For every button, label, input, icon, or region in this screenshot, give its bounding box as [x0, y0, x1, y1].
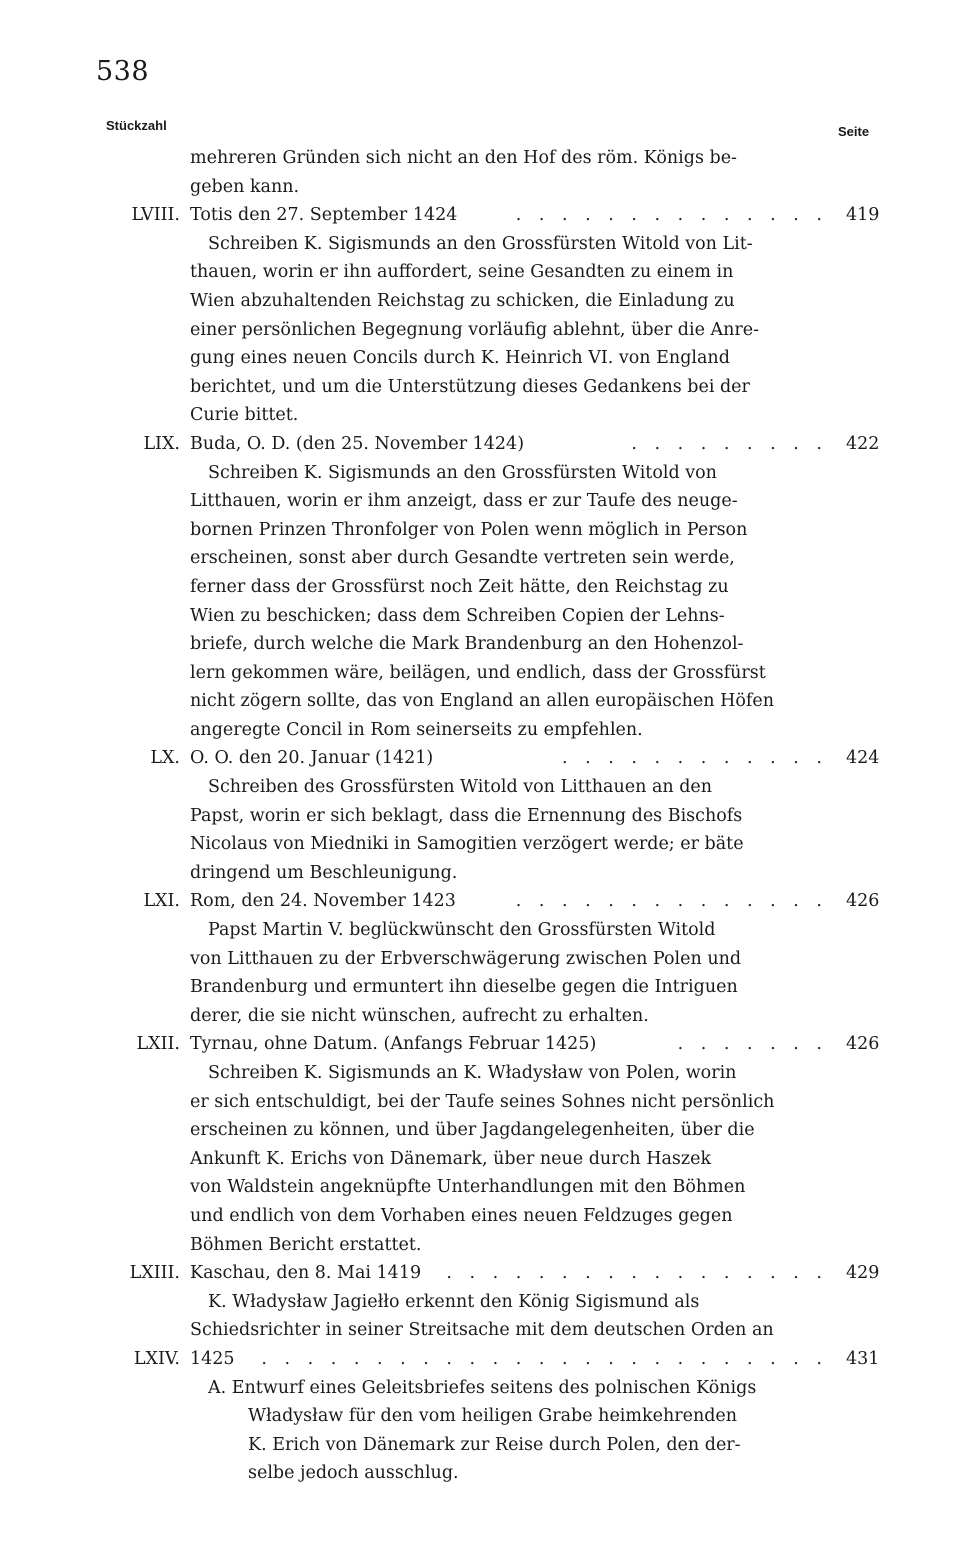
line-text: Papst Martin V. beglückwünscht den Grossfürsten Witold	[208, 920, 716, 941]
text-line	[0, 1288, 960, 1317]
entry-heading	[0, 1259, 960, 1288]
line-text: Schreiben K. Sigismunds an K. Władysław von Polen, worin	[208, 1063, 737, 1083]
text-line	[0, 716, 960, 745]
dot-leader: . . . . . . . . . . . . . . . . . . . . . . . . .	[261, 1348, 828, 1369]
entry-heading	[0, 744, 960, 773]
column-head-page: Seite	[838, 124, 870, 139]
line-text: Ankunft K. Erichs von Dänemark, über neue durch Haszek	[190, 1148, 712, 1169]
entry-page-number: 431	[846, 1348, 880, 1369]
text-line	[0, 316, 960, 345]
dot-leader: . . . . . . . . . . . . . .	[515, 891, 828, 912]
text-line	[0, 1145, 960, 1174]
line-text: Schiedsrichter in seiner Streitsache mit dem deutschen Orden an	[190, 1320, 774, 1341]
entry-page-number: 429	[846, 1263, 880, 1284]
entry-page-number: 426	[846, 1034, 880, 1055]
entry-heading	[0, 430, 960, 459]
line-text: Brandenburg und ermuntert ihn dieselbe gegen die Intriguen	[190, 977, 738, 998]
entry-title: Tyrnau, ohne Datum. (Anfangs Februar 1425)	[190, 1034, 597, 1055]
entry-page-number: 426	[846, 891, 880, 912]
line-text: nicht zögern sollte, das von England an allen europäischen Höfen	[190, 691, 775, 712]
text-line	[0, 602, 960, 631]
line-text: gung eines neuen Concils durch K. Heinrich VI. von England	[190, 348, 730, 369]
entry-number: LXIV.	[133, 1348, 180, 1369]
text-line	[0, 373, 960, 402]
line-text: dringend um Beschleunigung.	[190, 862, 458, 883]
line-text: K. Władysław Jagiełło erkennt den König Sigismund als	[208, 1291, 700, 1312]
text-line	[0, 459, 960, 488]
text-line	[0, 258, 960, 287]
text-line	[0, 1088, 960, 1117]
text-line	[0, 630, 960, 659]
text-line	[0, 1316, 960, 1345]
entry-title: Kaschau, den 8. Mai 1419	[190, 1263, 422, 1284]
text-line	[0, 1059, 960, 1088]
text-line	[0, 1402, 960, 1431]
text-line	[0, 344, 960, 373]
entry-page-number: 424	[846, 748, 880, 769]
entry-title: Buda, O. D. (den 25. November 1424)	[190, 433, 525, 454]
line-text: K. Erich von Dänemark zur Reise durch Polen, den der-	[248, 1434, 741, 1455]
dot-leader: . . . . . . . . . . . . . . . . .	[446, 1263, 828, 1284]
entry-number: LXII.	[136, 1034, 180, 1055]
entry-page-number: 422	[846, 433, 880, 454]
entry-title: O. O. den 20. Januar (1421)	[190, 748, 434, 769]
line-text: Litthauen, worin er ihm anzeigt, dass er zur Taufe des neuge-	[190, 491, 738, 512]
entry-number: LIX.	[143, 433, 180, 454]
line-text: Wien abzuhaltenden Reichstag zu schicken, die Einladung zu	[190, 290, 735, 311]
entry-number: LXI.	[143, 891, 180, 912]
text-line	[0, 287, 960, 316]
line-text: Schreiben K. Sigismunds an den Grossfürsten Witold von	[208, 462, 717, 483]
line-text: er sich entschuldigt, bei der Taufe seines Sohnes nicht persönlich	[190, 1091, 775, 1112]
line-text: A. Entwurf eines Geleitsbriefes seitens des polnischen Königs	[208, 1377, 757, 1398]
entry-heading	[0, 887, 960, 916]
line-text: geben kann.	[190, 176, 300, 197]
dot-leader: . . . . . . .	[677, 1034, 828, 1055]
line-text: und endlich von dem Vorhaben eines neuen Feldzuges gegen	[190, 1205, 733, 1226]
dot-leader: . . . . . . . . . . . . . .	[515, 205, 828, 226]
text-line	[0, 973, 960, 1002]
text-line	[0, 573, 960, 602]
line-text: Wien zu beschicken; dass dem Schreiben Copien der Lehns-	[190, 605, 725, 626]
text-line	[0, 773, 960, 802]
entry-page-number: 419	[846, 205, 880, 226]
entry-title: Rom, den 24. November 1423	[190, 891, 456, 912]
text-line	[0, 687, 960, 716]
line-text: erscheinen, sonst aber durch Gesandte vertreten sein werde,	[190, 548, 735, 569]
text-line	[0, 1374, 960, 1403]
table-of-contents	[0, 144, 960, 1488]
text-line	[0, 516, 960, 545]
line-text: ferner dass der Grossfürst noch Zeit hätte, den Reichstag zu	[190, 576, 729, 597]
line-text: derer, die sie nicht wünschen, aufrecht zu erhalten.	[190, 1005, 649, 1026]
text-line	[0, 830, 960, 859]
text-line	[0, 802, 960, 831]
line-text: erscheinen zu können, und über Jagdangelegenheiten, über die	[190, 1120, 755, 1141]
line-text: lern gekommen wäre, beilägen, und endlich, dass der Grossfürst	[190, 662, 766, 683]
text-line	[0, 916, 960, 945]
entry-number: LVIII.	[131, 205, 180, 226]
text-line	[0, 659, 960, 688]
text-line	[0, 1202, 960, 1231]
text-line	[0, 1002, 960, 1031]
text-line	[0, 859, 960, 888]
dot-leader: . . . . . . . . . . . .	[562, 748, 828, 769]
text-line	[0, 1173, 960, 1202]
text-line	[0, 487, 960, 516]
line-text: Schreiben K. Sigismunds an den Grossfürsten Witold von Lit-	[208, 233, 753, 254]
text-line	[0, 173, 960, 202]
entry-heading	[0, 1030, 960, 1059]
entry-heading	[0, 201, 960, 230]
text-line	[0, 401, 960, 430]
line-text: berichtet, und um die Unterstützung dieses Gedankens bei der	[190, 376, 750, 397]
text-line	[0, 1459, 960, 1488]
line-text: Władysław für den vom heiligen Grabe heimkehrenden	[248, 1406, 738, 1427]
column-head-count: Stückzahl	[106, 118, 167, 133]
entry-heading	[0, 1345, 960, 1374]
text-line	[0, 1431, 960, 1460]
text-line	[0, 1231, 960, 1260]
text-line	[0, 1116, 960, 1145]
line-text: Schreiben des Grossfürsten Witold von Litthauen an den	[208, 777, 713, 798]
line-text: Böhmen Bericht erstattet.	[190, 1234, 422, 1255]
text-line	[0, 144, 960, 173]
line-text: angeregte Concil in Rom seinerseits zu empfehlen.	[190, 719, 643, 740]
line-text: mehreren Gründen sich nicht an den Hof des röm. Königs be-	[190, 148, 737, 168]
line-text: Nicolaus von Miedniki in Samogitien verzögert werde; er bäte	[190, 834, 744, 855]
entry-number: LX.	[150, 748, 180, 769]
entry-title: 1425	[190, 1348, 235, 1369]
line-text: einer persönlichen Begegnung vorläufig ablehnt, über die Anre-	[190, 319, 760, 340]
line-text: thauen, worin er ihn auffordert, seine Gesandten zu einem in	[190, 262, 734, 283]
line-text: selbe jedoch ausschlug.	[248, 1463, 459, 1484]
entry-number: LXIII.	[129, 1263, 180, 1284]
line-text: von Waldstein angeknüpfte Unterhandlungen mit den Böhmen	[190, 1177, 746, 1198]
dot-leader: . . . . . . . . .	[631, 433, 828, 454]
line-text: von Litthauen zu der Erbverschwägerung zwischen Polen und	[190, 948, 742, 969]
page-number: 538	[96, 56, 150, 87]
text-line	[0, 544, 960, 573]
line-text: bornen Prinzen Thronfolger von Polen wenn möglich in Person	[190, 519, 748, 540]
entry-title: Totis den 27. September 1424	[190, 205, 458, 226]
text-line	[0, 230, 960, 259]
line-text: Papst, worin er sich beklagt, dass die Ernennung des Bischofs	[190, 805, 743, 826]
line-text: Curie bittet.	[190, 405, 299, 426]
text-line	[0, 945, 960, 974]
line-text: briefe, durch welche die Mark Brandenburg an den Hohenzol-	[190, 634, 744, 655]
